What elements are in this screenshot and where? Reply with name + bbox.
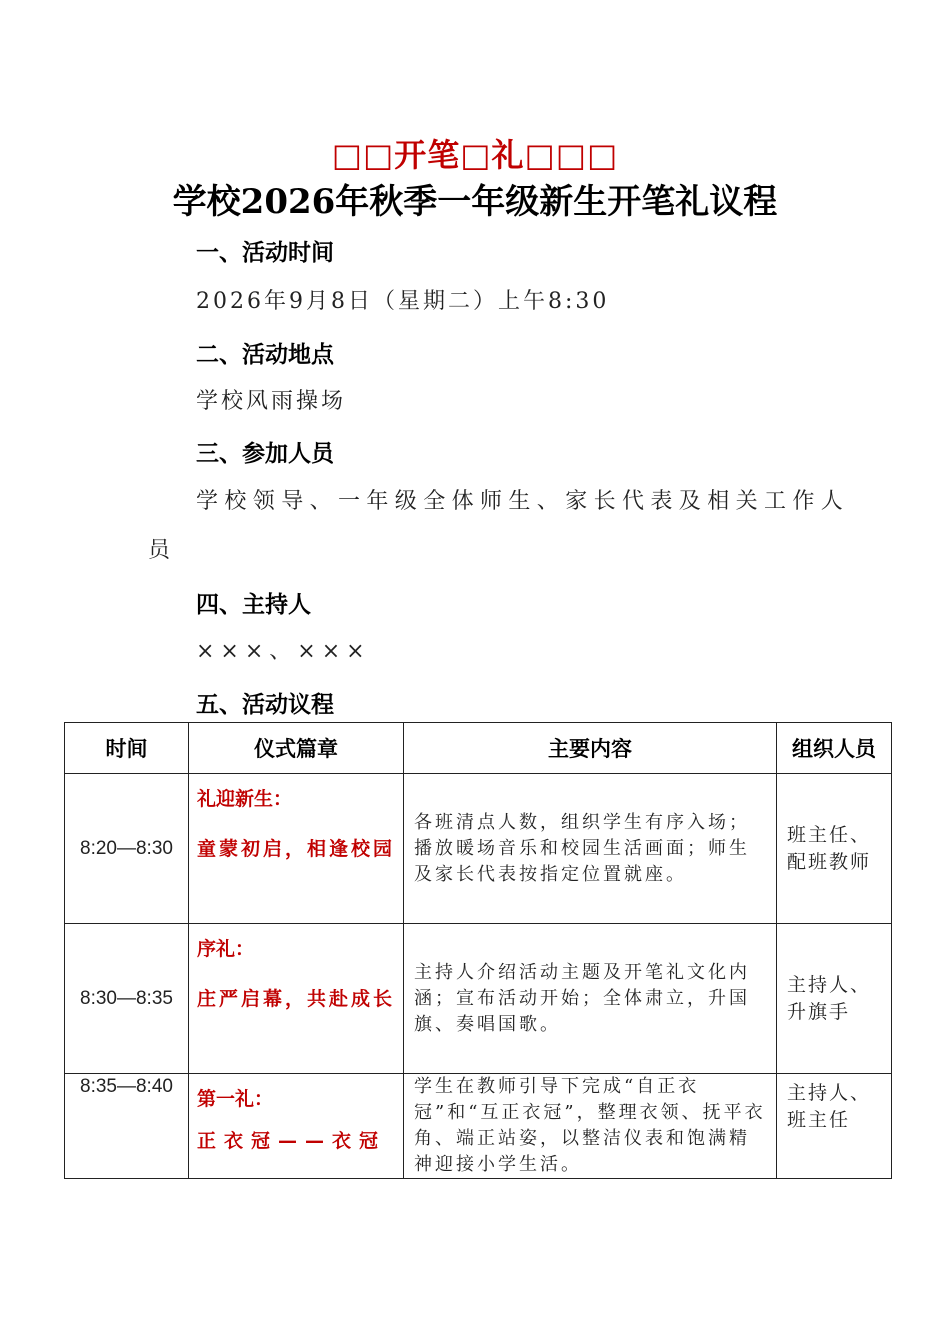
row-section-label: 序礼： [197,938,255,960]
section-heading-participants: 三、参加人员 [196,441,334,467]
row-content: 各班清点人数，组织学生有序入场；播放暖场音乐和校园生活画面；师生及家长代表按指定位置就座。 [404,774,777,924]
red-header-title: □□开笔□礼□□□ [331,136,619,174]
row-time: 8:35—8:40 [65,1074,189,1179]
row-organizer: 主持人、班主任 [777,1074,892,1179]
row-time: 8:30—8:35 [65,924,189,1074]
row-time: 8:20—8:30 [65,774,189,924]
section-text-time: 2026年9月8日（星期二）上午8:30 [196,289,610,314]
agenda-table [64,722,892,1179]
column-header-content: 主要内容 [404,723,777,774]
section-text-venue: 学校风雨操场 [196,389,347,414]
row-section-subtitle: 童蒙初启，相逢校园 [197,838,396,860]
table-row [65,774,892,924]
row-section-subtitle: 正衣冠——衣冠 [197,1130,387,1152]
row-content: 主持人介绍活动主题及开笔礼文化内涵；宣布活动开始；全体肃立，升国旗、奏唱国歌。 [404,924,777,1074]
section-text-participants: 学校领导、一年级全体师生、家长代表及相关工作人 [196,489,850,514]
row-section-label: 礼迎新生： [197,788,293,810]
section-text-participants-cont: 员 [148,538,171,563]
section-heading-venue: 二、活动地点 [196,342,334,368]
row-section [189,1074,404,1179]
row-organizer: 主持人、升旗手 [777,924,892,1074]
row-content: 学生在教师引导下完成“自正衣冠”和“互正衣冠”，整理衣领、抚平衣角、端正站姿，以整洁仪表和饱满精神迎接小学生活。 [404,1074,777,1179]
column-header-time: 时间 [65,723,189,774]
row-section-label: 第一礼： [197,1088,274,1110]
column-header-organizer: 组织人员 [777,723,892,774]
table-row [65,1074,892,1179]
document-title: 学校2026年秋季一年级新生开笔礼议程 [172,182,778,222]
row-section [189,774,404,924]
section-heading-agenda: 五、活动议程 [196,692,334,718]
table-header-row [65,723,892,774]
table-row [65,924,892,1074]
column-header-section: 仪式篇章 [189,723,404,774]
section-heading-time: 一、活动时间 [196,240,334,266]
section-heading-host: 四、主持人 [196,592,311,618]
row-organizer: 班主任、配班教师 [777,774,892,924]
row-section [189,924,404,1074]
section-text-host: ×××、××× [196,639,371,664]
row-section-subtitle: 庄严启幕，共赴成长 [197,988,396,1010]
